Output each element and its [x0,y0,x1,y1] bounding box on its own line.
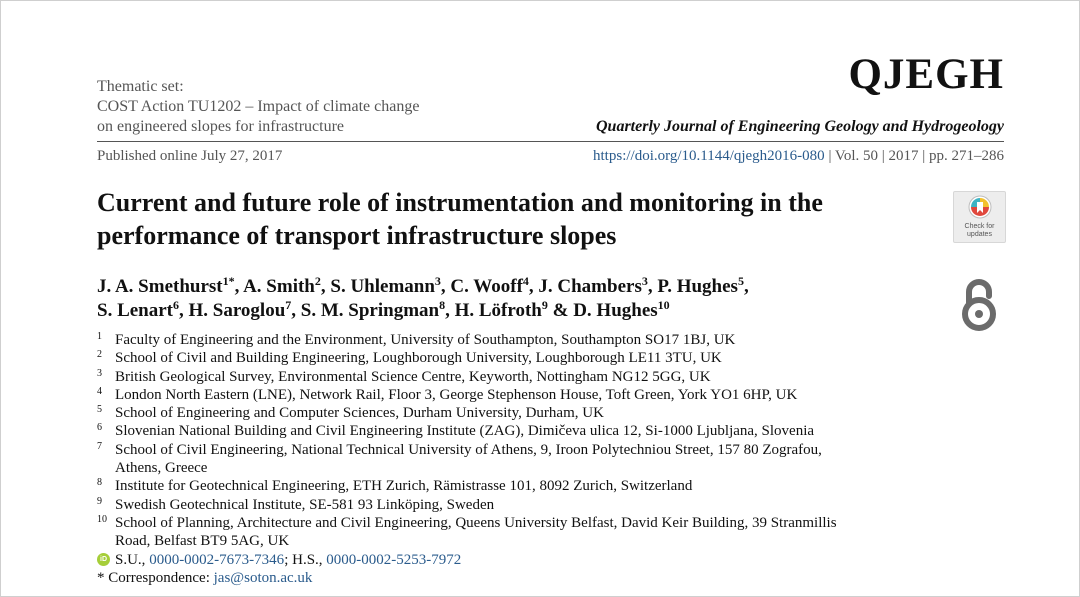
author-name: J. A. Smethurst [97,276,223,297]
affiliation-text: School of Planning, Architecture and Civil Engineering, Queens University Belfast, David Keir Building, 39 Stranmillis [115,514,837,531]
affiliation-number: 4 [97,385,102,397]
affiliation-number: 5 [97,404,102,416]
affiliation-text: British Geological Survey, Environmental Science Centre, Keyworth, Nottingham NG12 5GG, UK [115,368,711,385]
author-affiliation-mark: 4 [522,274,529,288]
author-list [97,275,749,323]
author-affiliation-mark: 2 [314,274,321,288]
orcid-icon: iD [97,553,110,566]
author-affiliation-mark: 3 [434,274,441,288]
correspondence-label: * Correspondence: [97,569,214,586]
thematic-line: COST Action TU1202 – Impact of climate change [97,98,420,115]
affiliation-item [97,441,837,478]
author-name: D. Hughes [573,300,658,321]
author-affiliation-mark: 1* [222,274,235,288]
published-date: Published online July 27, 2017 [97,148,283,164]
affiliation-number: 6 [97,422,102,434]
author-affiliation-mark: 8 [439,298,446,312]
orcid-link[interactable]: 0000-0002-7673-7346 [149,551,285,568]
affiliation-item [97,404,837,422]
orcid-author-label: ; H.S., [284,551,327,568]
correspondence [97,569,837,587]
affiliation-number: 1 [97,331,102,342]
author-name: P. Hughes [657,276,738,297]
author-name: A. Smith [243,276,315,297]
header-rule [97,141,1004,142]
check-for-updates-label: Check for updates [964,223,995,238]
check-for-updates-badge[interactable] [953,191,1006,243]
affiliation-item [97,422,837,440]
affiliation-text-continued: Athens, Greece [115,460,208,477]
affiliation-text: Slovenian National Building and Civil Engineering Institute (ZAG), Dimičeva ulica 12, Si-1000 Ljubljana, Slovenia [115,423,815,440]
affiliation-text: London North Eastern (LNE), Network Rail, Floor 3, George Stephenson House, Toft Green, York YO1 6HP, UK [115,386,798,403]
affiliation-item [97,386,837,404]
affiliation-item [97,368,837,386]
thematic-set [97,77,419,137]
author-line: S. Lenart$^6$, H. Saroglou$^7$, S. M. Springman$^8$, H. Löfroth$^9$ & D. Hughes$^{10}$ [97,298,670,321]
journal-name: Quarterly Journal of Engineering Geology and Hydrogeology [595,118,1004,135]
author-affiliation-mark: 5 [737,274,744,288]
citation [593,148,1004,165]
correspondence-email-link[interactable]: jas@soton.ac.uk [213,569,313,586]
doi-link[interactable]: https://doi.org/10.1144/qjegh2016-080 [593,148,825,164]
journal-logo: QJEGH [848,51,1004,98]
orcid-line [97,551,837,569]
orcid-link[interactable]: 0000-0002-5253-7972 [326,551,462,568]
affiliation-list [97,331,837,587]
affiliation-item [97,496,837,514]
affiliation-text: School of Engineering and Computer Sciences, Durham University, Durham, UK [115,405,604,422]
affiliation-text: School of Civil Engineering, National Technical University of Athens, 9, Iroon Polytechniou Street, 157 80 Zografou, [115,441,822,458]
affiliation-number: 2 [97,349,102,361]
author-name: C. Wooff [450,276,523,297]
affiliation-text: Swedish Geotechnical Institute, SE-581 93 Linköping, Sweden [115,496,495,513]
affiliation-number: 9 [97,495,102,507]
author-affiliation-mark: 10 [657,298,670,312]
author-affiliation-mark: 6 [173,298,179,312]
affiliation-number: 8 [97,477,102,489]
affiliation-number: 10 [97,513,107,525]
thematic-line: Thematic set: [97,78,184,95]
orcid-author-label: S.U., [115,551,150,568]
affiliation-item [97,331,837,349]
open-access-icon [956,270,1002,339]
author-name: H. Löfroth [454,300,542,321]
affiliation-number: 3 [97,367,102,379]
affiliation-text-continued: Road, Belfast BT9 5AG, UK [115,533,290,550]
author-affiliation-mark: 9 [541,298,548,312]
affiliation-text: Institute for Geotechnical Engineering, ETH Zurich, Rämistrasse 101, 8092 Zurich, Switzerland [115,478,693,495]
affiliation-item [97,477,837,495]
author-name: S. M. Springman [300,300,440,321]
author-name: S. Lenart [97,300,173,321]
author-affiliation-mark: 7 [285,298,292,312]
article-title: Current and future role of instrumentation and monitoring in the performance of transport infrastructure slopes [97,188,823,250]
author-affiliation-mark: 3 [641,274,648,288]
citation-volume: | Vol. 50 | 2017 | pp. 271–286 [824,148,1004,164]
author-name: J. Chambers [538,276,642,297]
affiliation-text: Faculty of Engineering and the Environment, University of Southampton, Southampton SO17 1BJ, UK [115,332,736,348]
author-line: J. A. Smethurst$^{1*}$, A. Smith$^2$, S. Uhlemann$^3$, C. Wooff$^4$, J. Chambers$^3$, P. Hughes$^5$, [97,274,749,297]
affiliation-item [97,349,837,367]
affiliation-item [97,514,837,551]
crossmark-icon [968,195,992,221]
affiliation-number: 7 [97,440,102,452]
thematic-line: on engineered slopes for infrastructure [97,118,345,135]
author-name: H. Saroglou [188,300,286,321]
author-name: S. Uhlemann [330,276,435,297]
affiliation-text: School of Civil and Building Engineering, Loughborough University, Loughborough LE11 3TU, UK [115,350,722,367]
